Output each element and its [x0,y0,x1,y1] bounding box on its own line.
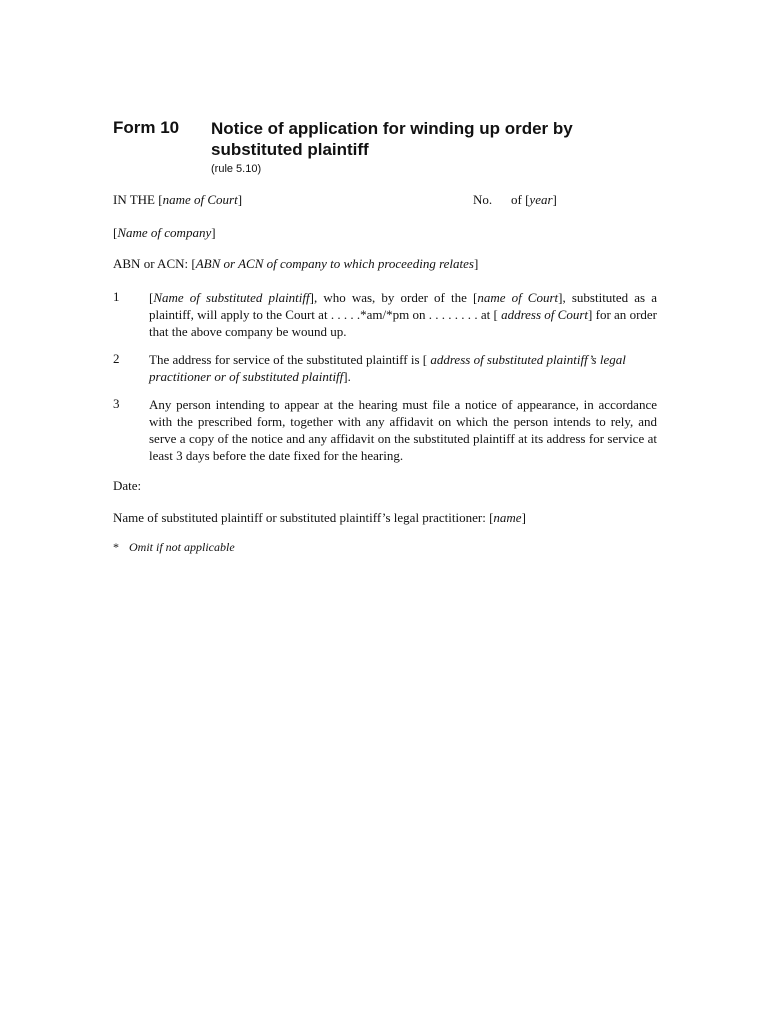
company-name-placeholder: Name of company [117,225,212,240]
p1-address-placeholder: address of Court [497,307,589,322]
paragraph-2-number: 2 [113,351,120,366]
footnote-mark: * [113,540,119,554]
case-number-label: No. [473,192,493,207]
signature-line [113,510,526,526]
paragraph-3-number: 3 [113,396,120,411]
p1-text-b: ], substituted as a plaintiff, will apply to the Court at . . . . .*am/*pm on . . . . . . . . at [ [149,290,658,322]
p1-text-a: ], who was, by order of the [ [309,290,478,305]
court-line [113,192,242,208]
signature-close: ] [521,510,526,525]
case-year [511,192,557,208]
rule-reference: (rule 5.10) [211,163,262,175]
paragraph-3: Any person intending to appear at the hearing must file a notice of appearance, in accordance with the prescribed form, together with any affidavit on which the person intends to rely, and serve a copy of the notice and any affidavit on the substituted plaintiff at its address for service at least 3 days before the date fixed for the hearing. [149,397,657,463]
p1-open: [ [149,290,154,305]
abn-close: ] [473,256,479,271]
substituted-plaintiff-placeholder: Name of substituted plaintiff [153,290,310,305]
p2-address-placeholder: address of substituted plaintiff’s legal practitioner or of substituted plaintiff [149,352,626,384]
signature-text: Name of substituted plaintiff or substituted plaintiff’s legal practitioner: [ [113,510,494,525]
company-close: ] [211,225,216,240]
abn-line [113,256,478,272]
p1-text-c: ] for an order that the above company be wound up. [149,307,658,339]
signature-name-placeholder: name [493,510,522,525]
footnote [113,540,235,555]
date-label: Date: [113,478,142,493]
form-title: Notice of application for winding up order by substituted plaintiff [211,119,573,159]
abn-placeholder: ABN or ACN of company to which proceeding relates [195,256,474,271]
court-line-close: ] [237,192,243,207]
p2-text-a: The address for service of the substituted plaintiff is [ [149,352,428,367]
paragraph-1-number: 1 [113,289,120,304]
form-number: Form 10 [113,118,180,137]
court-line-prefix: IN THE [ [113,192,163,207]
year-close: ] [552,192,557,207]
p2-text-b: ]. [343,369,351,384]
of-label: of [ [511,192,530,207]
company-open: [ [113,225,118,240]
company-line [113,225,216,241]
paragraph-2 [149,351,657,385]
abn-label: ABN or ACN: [ [113,256,196,271]
paragraph-1 [149,289,657,340]
footnote-text: Omit if not applicable [129,540,235,554]
p1-court-placeholder: name of Court [477,290,559,305]
court-name-placeholder: name of Court [162,192,238,207]
year-placeholder: year [529,192,553,207]
